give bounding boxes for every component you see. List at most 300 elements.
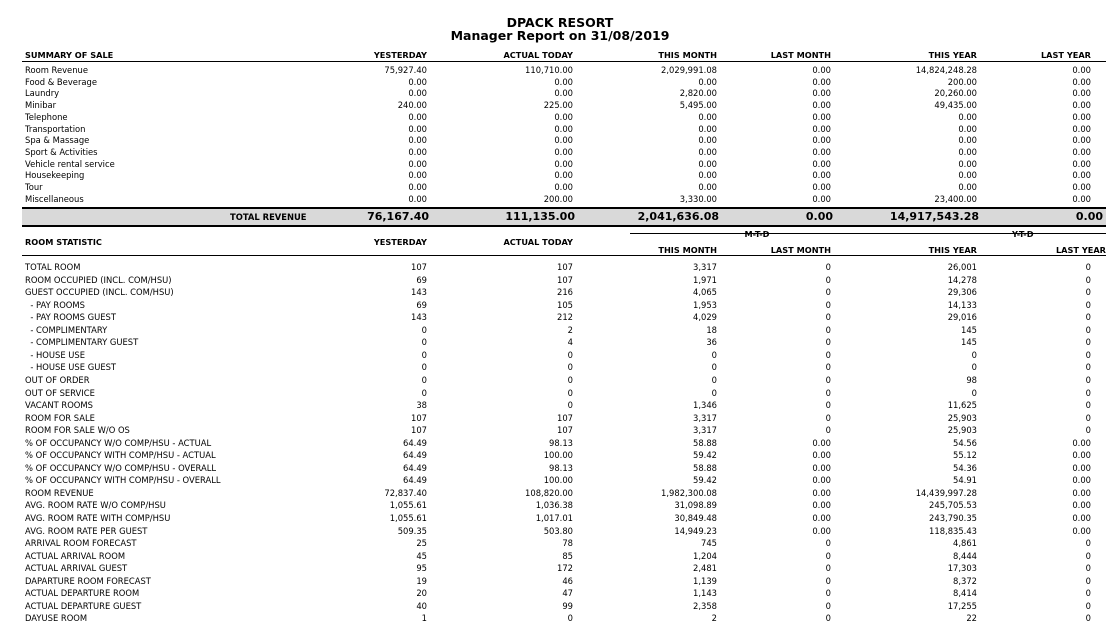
sales-row-label: Tour <box>25 182 43 192</box>
total-last-year: 0.00 <box>1075 210 1103 223</box>
stats-col-yesterday-header: YESTERDAY <box>373 237 427 247</box>
sales-cell-last-year: 0.00 <box>1072 158 1091 169</box>
sales-header-row <box>0 50 1120 61</box>
sales-cell-today: 0.00 <box>554 123 573 134</box>
stats-cell-this-year: 26,001 <box>947 262 977 272</box>
sales-row-label: Miscellaneous <box>25 193 84 204</box>
stats-cell-yesterday: 107 <box>411 425 427 436</box>
stats-cell-this-month: 58.88 <box>693 462 717 473</box>
stats-cell-last-year: 0.00 <box>1072 513 1091 523</box>
stats-row-label: % OF OCCUPANCY W/O COMP/HSU - OVERALL <box>25 462 217 473</box>
stats-row-label: DAYUSE ROOM <box>25 613 88 624</box>
stats-cell-last-year: 0 <box>1085 400 1091 411</box>
sales-cell-this-month: 0.00 <box>698 111 717 122</box>
stats-row-label: - COMPLIMENTARY GUEST <box>25 337 139 348</box>
stats-cell-this-year: 25,903 <box>947 412 977 423</box>
stats-cell-this-month: 3,317 <box>693 262 717 272</box>
sales-cell-last-month: 0.00 <box>812 88 831 99</box>
stats-cell-this-year: 29,016 <box>947 312 977 323</box>
stats-cell-this-year: 14,439,997.28 <box>915 487 977 498</box>
stats-cell-last-year: 0.00 <box>1072 487 1091 498</box>
stats-cell-today: 98.13 <box>549 462 573 473</box>
stats-row <box>0 513 1120 524</box>
stats-cell-today: 107 <box>557 274 573 285</box>
sales-row <box>0 65 1120 76</box>
stats-col-this-year-header: THIS YEAR <box>928 245 977 255</box>
stats-cell-today: 99 <box>562 600 573 611</box>
sales-row-label: Vehicle rental service <box>25 158 115 169</box>
stats-row-label: AVG. ROOM RATE W/O COMP/HSU <box>25 500 166 511</box>
stats-cell-today: 172 <box>557 563 573 574</box>
stats-row <box>0 438 1120 449</box>
stats-cell-this-month: 18 <box>706 324 717 335</box>
stats-row-label: ROOM REVENUE <box>25 487 94 498</box>
sales-cell-this-month: 0.00 <box>698 182 717 192</box>
stats-cell-last-month: 0 <box>825 563 831 574</box>
stats-cell-today: 108,820.00 <box>525 487 573 498</box>
stats-cell-last-year: 0 <box>1085 287 1091 298</box>
stats-row-label: - HOUSE USE GUEST <box>25 362 117 373</box>
sales-cell-this-month: 0.00 <box>698 76 717 87</box>
sales-row <box>0 124 1120 135</box>
stats-cell-last-month: 0 <box>825 575 831 586</box>
stats-row <box>0 312 1120 323</box>
sales-header-rule <box>22 61 1106 62</box>
stats-cell-this-year: 243,790.35 <box>929 513 977 523</box>
stats-cell-this-year: 4,861 <box>953 538 977 549</box>
sales-row <box>0 112 1120 123</box>
stats-row-label: OUT OF SERVICE <box>25 387 95 398</box>
total-this-month: 2,041,636.08 <box>637 210 719 223</box>
stats-cell-this-month: 0 <box>711 374 717 385</box>
sales-row-label: Housekeeping <box>25 170 85 181</box>
stats-row-label: DAPARTURE ROOM FORECAST <box>25 575 151 586</box>
stats-row <box>0 488 1120 499</box>
sales-cell-this-year: 0.00 <box>958 123 977 134</box>
stats-cell-this-month: 0 <box>711 349 717 360</box>
stats-cell-today: 0 <box>567 400 573 411</box>
stats-cell-today: 2 <box>567 324 573 335</box>
sales-cell-yesterday: 0.00 <box>408 182 427 192</box>
report-title: Manager Report on 31/08/2019 <box>450 28 670 43</box>
sales-cell-this-year: 14,824,248.28 <box>915 65 977 75</box>
sales-cell-last-year: 0.00 <box>1072 123 1091 134</box>
stats-cell-last-year: 0.00 <box>1072 437 1091 448</box>
sales-row <box>0 77 1120 88</box>
sales-cell-this-year: 0.00 <box>958 182 977 192</box>
stats-row <box>0 576 1120 587</box>
stats-cell-yesterday: 64.49 <box>403 462 427 473</box>
stats-col-today-header: ACTUAL TODAY <box>503 237 573 247</box>
stats-cell-last-month: 0 <box>825 324 831 335</box>
stats-cell-today: 107 <box>557 412 573 423</box>
stats-cell-this-month: 59.42 <box>693 475 717 486</box>
sales-cell-this-year: 200.00 <box>947 76 977 87</box>
stats-cell-this-month: 14,949.23 <box>674 525 717 536</box>
stats-cell-today: 107 <box>557 262 573 272</box>
stats-cell-yesterday: 1,055.61 <box>389 513 427 523</box>
sales-cell-today: 225.00 <box>543 100 573 111</box>
stats-cell-yesterday: 0 <box>421 337 427 348</box>
stats-cell-last-year: 0 <box>1085 374 1091 385</box>
sales-cell-today: 0.00 <box>554 158 573 169</box>
stats-cell-this-month: 1,204 <box>693 550 717 561</box>
stats-cell-this-month: 30,849.48 <box>674 513 717 523</box>
stats-header-rule <box>22 255 1106 256</box>
stats-row <box>0 613 1120 624</box>
sales-cell-yesterday: 0.00 <box>408 135 427 146</box>
stats-cell-this-year: 17,303 <box>947 563 977 574</box>
stats-row <box>0 563 1120 574</box>
sales-row-label: Minibar <box>25 100 57 111</box>
stats-cell-this-year: 22 <box>966 613 977 624</box>
stats-cell-last-year: 0 <box>1085 349 1091 360</box>
sales-cell-this-month: 0.00 <box>698 170 717 181</box>
sales-row <box>0 170 1120 181</box>
stats-row-label: ROOM OCCUPIED (INCL. COM/HSU) <box>25 274 172 285</box>
stats-row-label: ARRIVAL ROOM FORECAST <box>25 538 137 549</box>
sales-cell-this-year: 0.00 <box>958 135 977 146</box>
stats-row-label: - COMPLIMENTARY <box>25 324 108 335</box>
stats-cell-yesterday: 69 <box>416 299 427 310</box>
stats-cell-today: 0 <box>567 374 573 385</box>
stats-cell-last-month: 0 <box>825 299 831 310</box>
stats-row-label: AVG. ROOM RATE WITH COMP/HSU <box>25 513 171 523</box>
stats-cell-last-month: 0.00 <box>812 513 831 523</box>
sales-cell-last-month: 0.00 <box>812 76 831 87</box>
sales-cell-this-month: 0.00 <box>698 158 717 169</box>
sales-row <box>0 135 1120 146</box>
sales-cell-this-year: 0.00 <box>958 158 977 169</box>
stats-row <box>0 362 1120 373</box>
stats-cell-yesterday: 143 <box>411 312 427 323</box>
stats-cell-last-month: 0 <box>825 425 831 436</box>
stats-cell-last-year: 0.00 <box>1072 525 1091 536</box>
stats-row-label: % OF OCCUPANCY WITH COMP/HSU - OVERALL <box>25 475 221 486</box>
stats-cell-this-year: 14,133 <box>947 299 977 310</box>
stats-cell-last-year: 0 <box>1085 412 1091 423</box>
stats-cell-this-month: 0 <box>711 362 717 373</box>
stats-cell-yesterday: 72,837.40 <box>384 487 427 498</box>
stats-cell-yesterday: 143 <box>411 287 427 298</box>
stats-row <box>0 463 1120 474</box>
stats-cell-this-month: 3,317 <box>693 412 717 423</box>
stats-cell-last-year: 0.00 <box>1072 462 1091 473</box>
sales-cell-this-year: 0.00 <box>958 146 977 157</box>
sales-cell-last-year: 0.00 <box>1072 111 1091 122</box>
stats-cell-this-year: 8,372 <box>953 575 977 586</box>
sales-cell-this-year: 20,260.00 <box>934 88 977 99</box>
stats-cell-last-year: 0 <box>1085 362 1091 373</box>
sales-cell-last-month: 0.00 <box>812 146 831 157</box>
stats-cell-this-month: 4,065 <box>693 287 717 298</box>
stats-cell-last-month: 0 <box>825 400 831 411</box>
sales-cell-yesterday: 0.00 <box>408 123 427 134</box>
stats-cell-last-month: 0 <box>825 349 831 360</box>
sales-cell-last-year: 0.00 <box>1072 100 1091 111</box>
stats-cell-yesterday: 0 <box>421 349 427 360</box>
stats-col-last-year-header: LAST YEAR <box>1055 245 1106 255</box>
stats-row <box>0 425 1120 436</box>
stats-cell-today: 85 <box>562 550 573 561</box>
stats-cell-last-month: 0.00 <box>812 487 831 498</box>
stats-cell-today: 98.13 <box>549 437 573 448</box>
sales-row-label: Telephone <box>25 111 68 122</box>
sales-cell-today: 110,710.00 <box>525 65 573 75</box>
sales-cell-yesterday: 240.00 <box>397 100 427 111</box>
sales-row-label: Spa & Massage <box>25 135 90 146</box>
stats-cell-this-month: 1,971 <box>693 274 717 285</box>
stats-cell-this-year: 17,255 <box>947 600 977 611</box>
stats-cell-this-year: 54.36 <box>953 462 977 473</box>
stats-cell-last-month: 0 <box>825 387 831 398</box>
stats-cell-this-month: 2,358 <box>693 600 717 611</box>
stats-row-label: ACTUAL ARRIVAL ROOM <box>25 550 126 561</box>
stats-cell-today: 100.00 <box>543 475 573 486</box>
stats-cell-this-year: 245,705.53 <box>929 500 977 511</box>
sales-cell-this-year: 0.00 <box>958 170 977 181</box>
sales-cell-today: 0.00 <box>554 111 573 122</box>
stats-cell-last-month: 0 <box>825 287 831 298</box>
sales-row-label: Laundry <box>25 88 60 99</box>
stats-cell-yesterday: 25 <box>416 538 427 549</box>
stats-cell-this-year: 98 <box>966 374 977 385</box>
stats-cell-this-year: 11,625 <box>947 400 977 411</box>
sales-cell-last-year: 0.00 <box>1072 88 1091 99</box>
stats-cell-today: 216 <box>557 287 573 298</box>
stats-row-label: - HOUSE USE <box>25 349 86 360</box>
stats-cell-yesterday: 509.35 <box>397 525 427 536</box>
stats-cell-this-month: 31,098.89 <box>674 500 717 511</box>
stats-row <box>0 337 1120 348</box>
stats-cell-this-month: 2,481 <box>693 563 717 574</box>
sales-cell-today: 0.00 <box>554 170 573 181</box>
stats-col-last-month-header: LAST MONTH <box>770 245 831 255</box>
sales-cell-yesterday: 0.00 <box>408 111 427 122</box>
stats-cell-today: 46 <box>562 575 573 586</box>
sales-cell-yesterday: 0.00 <box>408 146 427 157</box>
sales-cell-this-month: 3,330.00 <box>679 193 717 204</box>
stats-row <box>0 538 1120 549</box>
stats-row-label: AVG. ROOM RATE PER GUEST <box>25 525 148 536</box>
sales-cell-last-month: 0.00 <box>812 135 831 146</box>
stats-cell-last-year: 0 <box>1085 299 1091 310</box>
stats-cell-yesterday: 20 <box>416 588 427 599</box>
stats-cell-this-month: 1,346 <box>693 400 717 411</box>
stats-cell-today: 0 <box>567 349 573 360</box>
sales-cell-yesterday: 0.00 <box>408 158 427 169</box>
stats-cell-this-year: 0 <box>971 362 977 373</box>
stats-cell-last-year: 0 <box>1085 538 1091 549</box>
sales-cell-this-year: 49,435.00 <box>934 100 977 111</box>
stats-cell-this-year: 8,414 <box>953 588 977 599</box>
stats-cell-this-month: 1,139 <box>693 575 717 586</box>
stats-cell-yesterday: 0 <box>421 387 427 398</box>
stats-row-label: TOTAL ROOM <box>25 262 81 272</box>
sales-cell-last-month: 0.00 <box>812 182 831 192</box>
stats-cell-last-month: 0.00 <box>812 450 831 461</box>
sales-cell-last-month: 0.00 <box>812 170 831 181</box>
stats-cell-last-year: 0 <box>1085 588 1091 599</box>
sales-cell-today: 200.00 <box>543 193 573 204</box>
stats-cell-last-year: 0 <box>1085 563 1091 574</box>
sales-cell-last-year: 0.00 <box>1072 146 1091 157</box>
stats-cell-this-year: 0 <box>971 387 977 398</box>
stats-cell-last-year: 0 <box>1085 387 1091 398</box>
stats-cell-last-year: 0 <box>1085 274 1091 285</box>
stats-cell-this-year: 145 <box>961 324 977 335</box>
stats-cell-last-month: 0 <box>825 412 831 423</box>
sales-cell-today: 0.00 <box>554 76 573 87</box>
stats-cell-this-month: 1,953 <box>693 299 717 310</box>
sales-row-label: Food & Beverage <box>25 76 97 87</box>
stats-row <box>0 551 1120 562</box>
stats-cell-today: 0 <box>567 387 573 398</box>
stats-cell-last-year: 0.00 <box>1072 475 1091 486</box>
stats-cell-this-month: 1,143 <box>693 588 717 599</box>
stats-row <box>0 300 1120 311</box>
sales-cell-last-year: 0.00 <box>1072 193 1091 204</box>
stats-cell-today: 1,017.01 <box>535 513 573 523</box>
stats-cell-last-year: 0 <box>1085 337 1091 348</box>
stats-row <box>0 400 1120 411</box>
sales-cell-this-month: 2,029,991.08 <box>661 65 717 75</box>
stats-cell-last-month: 0 <box>825 550 831 561</box>
stats-cell-today: 47 <box>562 588 573 599</box>
stats-cell-today: 0 <box>567 362 573 373</box>
stats-cell-this-month: 1,982,300.08 <box>661 487 717 498</box>
stats-cell-yesterday: 19 <box>416 575 427 586</box>
stats-cell-last-month: 0.00 <box>812 462 831 473</box>
stats-row <box>0 275 1120 286</box>
stats-cell-last-month: 0.00 <box>812 475 831 486</box>
stats-cell-today: 105 <box>557 299 573 310</box>
stats-cell-last-month: 0 <box>825 613 831 624</box>
stats-cell-today: 78 <box>562 538 573 549</box>
stats-cell-this-month: 59.42 <box>693 450 717 461</box>
stats-cell-last-year: 0 <box>1085 613 1091 624</box>
hotel-name: DPACK RESORT <box>506 15 614 30</box>
stats-cell-yesterday: 95 <box>416 563 427 574</box>
stats-cell-this-year: 0 <box>971 349 977 360</box>
sales-row <box>0 88 1120 99</box>
stats-row <box>0 588 1120 599</box>
stats-cell-this-year: 25,903 <box>947 425 977 436</box>
sales-row <box>0 159 1120 170</box>
stats-cell-today: 503.80 <box>543 525 573 536</box>
stats-cell-yesterday: 69 <box>416 274 427 285</box>
period-rule <box>630 233 1106 234</box>
sales-cell-last-month: 0.00 <box>812 123 831 134</box>
stats-row-label: % OF OCCUPANCY W/O COMP/HSU - ACTUAL <box>25 437 212 448</box>
stats-row-label: OUT OF ORDER <box>25 374 90 385</box>
stats-row-label: ACTUAL DEPARTURE ROOM <box>25 588 140 599</box>
sales-cell-this-month: 2,820.00 <box>679 88 717 99</box>
stats-row <box>0 388 1120 399</box>
total-last-month: 0.00 <box>805 210 833 223</box>
col-last-month-header: LAST MONTH <box>770 50 831 60</box>
stats-cell-last-year: 0.00 <box>1072 500 1091 511</box>
stats-row <box>0 526 1120 537</box>
stats-cell-last-year: 0 <box>1085 324 1091 335</box>
stats-cell-today: 4 <box>567 337 573 348</box>
stats-cell-last-year: 0 <box>1085 600 1091 611</box>
sales-cell-last-month: 0.00 <box>812 158 831 169</box>
stats-row-label: % OF OCCUPANCY WITH COMP/HSU - ACTUAL <box>25 450 216 461</box>
stats-cell-last-month: 0 <box>825 374 831 385</box>
col-this-month-header: THIS MONTH <box>658 50 717 60</box>
sales-cell-last-month: 0.00 <box>812 193 831 204</box>
stats-row <box>0 350 1120 361</box>
stats-cell-yesterday: 107 <box>411 262 427 272</box>
stats-cell-this-month: 3,317 <box>693 425 717 436</box>
stats-cell-yesterday: 0 <box>421 362 427 373</box>
total-revenue-bar <box>22 207 1106 227</box>
stats-cell-last-year: 0 <box>1085 575 1091 586</box>
mtd-header: M-T-D <box>744 229 770 239</box>
sales-cell-yesterday: 0.00 <box>408 88 427 99</box>
sales-cell-today: 0.00 <box>554 135 573 146</box>
sales-cell-this-year: 0.00 <box>958 111 977 122</box>
stats-cell-last-year: 0 <box>1085 312 1091 323</box>
stats-cell-this-month: 2 <box>711 613 717 624</box>
stats-row-label: ACTUAL DEPARTURE GUEST <box>25 600 142 611</box>
stats-cell-last-year: 0 <box>1085 262 1091 272</box>
stats-cell-yesterday: 38 <box>416 400 427 411</box>
sales-cell-this-month: 0.00 <box>698 123 717 134</box>
sales-row-label: Room Revenue <box>25 65 88 75</box>
stats-row-label: VACANT ROOMS <box>25 400 93 411</box>
stats-row <box>0 500 1120 511</box>
stats-cell-today: 0 <box>567 613 573 624</box>
total-yesterday: 76,167.40 <box>367 210 429 223</box>
sales-cell-yesterday: 75,927.40 <box>384 65 427 75</box>
stats-cell-last-month: 0.00 <box>812 500 831 511</box>
sales-cell-last-year: 0.00 <box>1072 182 1091 192</box>
stats-cell-today: 1,036.38 <box>535 500 573 511</box>
stats-cell-last-month: 0 <box>825 262 831 272</box>
stats-cell-yesterday: 0 <box>421 374 427 385</box>
stats-cell-this-year: 54.56 <box>953 437 977 448</box>
ytd-header: Y-T-D <box>1012 229 1034 239</box>
sales-cell-today: 0.00 <box>554 146 573 157</box>
col-today-header: ACTUAL TODAY <box>503 50 573 60</box>
stats-cell-last-month: 0 <box>825 600 831 611</box>
stats-cell-this-month: 58.88 <box>693 437 717 448</box>
stats-cell-yesterday: 107 <box>411 412 427 423</box>
stats-cell-today: 100.00 <box>543 450 573 461</box>
stats-row-label: - PAY ROOMS GUEST <box>25 312 116 323</box>
stats-cell-this-year: 29,306 <box>947 287 977 298</box>
stats-cell-last-month: 0.00 <box>812 437 831 448</box>
sales-row <box>0 182 1120 193</box>
stats-cell-this-year: 118,835.43 <box>929 525 977 536</box>
stats-cell-last-month: 0 <box>825 538 831 549</box>
stats-cell-yesterday: 1,055.61 <box>389 500 427 511</box>
stats-cell-yesterday: 64.49 <box>403 475 427 486</box>
sales-cell-today: 0.00 <box>554 182 573 192</box>
stats-row <box>0 287 1120 298</box>
stats-row-label: ACTUAL ARRIVAL GUEST <box>25 563 128 574</box>
stats-cell-last-month: 0 <box>825 274 831 285</box>
sales-cell-last-month: 0.00 <box>812 65 831 75</box>
sales-row <box>0 194 1120 205</box>
stats-cell-this-month: 0 <box>711 387 717 398</box>
stats-row <box>0 325 1120 336</box>
stats-cell-this-year: 14,278 <box>947 274 977 285</box>
sales-cell-last-year: 0.00 <box>1072 65 1091 75</box>
sales-cell-last-year: 0.00 <box>1072 135 1091 146</box>
